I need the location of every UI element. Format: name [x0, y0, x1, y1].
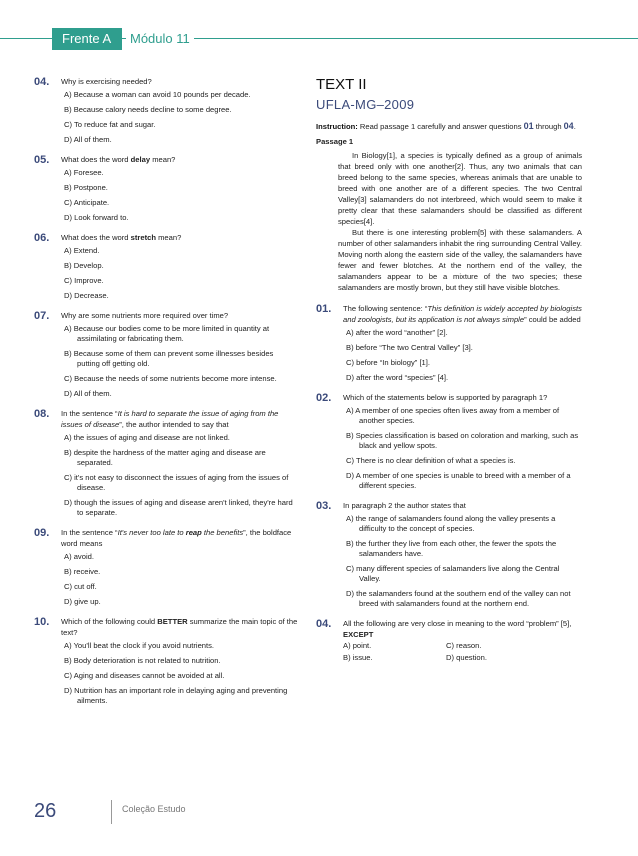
option: C) Aging and diseases cannot be avoided at all.: [64, 671, 225, 680]
option: C) Because the needs of some nutrients become more intense.: [64, 374, 277, 383]
question-number: 10.: [34, 616, 50, 628]
header-frente: Frente A: [62, 31, 112, 46]
option: B) before “The two Central Valley” [3].: [346, 343, 473, 352]
option: A) A member of one species often lives away from a member of another species.: [346, 406, 560, 425]
question-number: 06.: [34, 232, 50, 244]
option: A) Because our bodies come to be more limited in quantity at assimilating or fabricating them.: [64, 324, 270, 343]
left-column: [34, 76, 298, 715]
option: A) the range of salamanders found along the valley presents a difficulty to the concept of species.: [346, 514, 556, 533]
option: A) point.: [343, 641, 372, 650]
option: A) after the word “another” [2].: [346, 328, 448, 337]
option: A) Foresee.: [64, 168, 104, 177]
question-08: [34, 408, 298, 518]
question-stem: What does the word delay mean?: [61, 155, 176, 164]
option: B) Species classification is based on coloration and marking, such as black and yellow spots.: [346, 431, 579, 450]
option: D) Decrease.: [64, 291, 109, 300]
question-03: [316, 500, 582, 609]
question-stem: In the sentence “It's never too late to reap the benefits”, the boldface word means: [61, 528, 292, 548]
passage-label: Passage 1: [316, 137, 354, 146]
option: B) Because calory needs decline to some degree.: [64, 105, 232, 114]
option: D) Nutrition has an important role in delaying aging and preventing ailments.: [64, 686, 288, 705]
option: C) Improve.: [64, 276, 104, 285]
passage-paragraph-2: But there is one interesting problem[5] with these salamanders. A number of other salamanders inhabit the ring surrounding Central Valley. Moving north along the eastern side of the valley, the salamanders have fewer and fewer blotches. At the northern end of the valley, the salamanders appear to be a mixture of the two species; these salamanders are mostly brown, but they still have visible blotches.: [338, 228, 582, 292]
option: A) avoid.: [64, 552, 94, 561]
question-04: [34, 76, 298, 145]
option: D) A member of one species is unable to breed with a member of a different species.: [346, 471, 571, 490]
option: B) receive.: [64, 567, 101, 576]
question-09: [34, 527, 298, 607]
option: D) All of them.: [64, 389, 112, 398]
option: B) issue.: [343, 653, 373, 662]
option: D) though the issues of aging and disease aren't linked, they're hard to separate.: [64, 498, 293, 517]
option: C) reason.: [446, 641, 482, 650]
question-stem: Which of the statements below is supported by paragraph 1?: [343, 393, 548, 402]
question-stem: In the sentence “It is hard to separate the issue of aging from the issues of disease”, the author intended to say that: [61, 409, 279, 429]
question-number: 04.: [34, 76, 50, 88]
source-title: UFLA-MG–2009: [316, 97, 415, 112]
option: D) All of them.: [64, 135, 112, 144]
option: C) cut off.: [64, 582, 97, 591]
option: A) the issues of aging and disease are not linked.: [64, 433, 230, 442]
question-number: 02.: [316, 392, 332, 404]
question-number: 08.: [34, 408, 50, 420]
option: B) Because some of them can prevent some illnesses besides putting off getting old.: [64, 349, 274, 368]
collection-name: Coleção Estudo: [122, 804, 186, 814]
question-number: 09.: [34, 527, 50, 539]
question-stem: Why are some nutrients more required over time?: [61, 311, 229, 320]
option: C) many different species of salamanders live along the Central Valley.: [346, 564, 560, 583]
page-header: [0, 28, 638, 50]
option: D) after the word “species” [4].: [346, 373, 449, 382]
option: D) Look forward to.: [64, 213, 129, 222]
right-column: [316, 76, 582, 674]
option: C) To reduce fat and sugar.: [64, 120, 156, 129]
question-number: 03.: [316, 500, 332, 512]
question-number: 04.: [316, 618, 332, 630]
option: D) give up.: [64, 597, 101, 606]
question-stem: Why is exercising needed?: [61, 77, 152, 86]
question-number: 05.: [34, 154, 50, 166]
option: A) Extend.: [64, 246, 100, 255]
option: A) You'll beat the clock if you avoid nutrients.: [64, 641, 215, 650]
question-number: 07.: [34, 310, 50, 322]
option: B) Body deterioration is not related to nutrition.: [64, 656, 221, 665]
instruction: Instruction: Read passage 1 carefully and answer questions 01 through 04.: [316, 121, 576, 131]
question-stem: The following sentence: “This definition is widely accepted by biologists and zoologists, but its application is not always simple” could be added: [343, 304, 582, 324]
question-10: [34, 616, 298, 706]
option: D) the salamanders found at the southern end of the valley can not breed with salamanders found at the northern end.: [346, 589, 571, 608]
option: C) before “In biology” [1].: [346, 358, 430, 367]
option: A) Because a woman can avoid 10 pounds per decade.: [64, 90, 251, 99]
question-01: [316, 303, 582, 383]
question-stem: What does the word stretch mean?: [61, 233, 182, 242]
question-07: [34, 310, 298, 399]
option: C) it's not easy to disconnect the issues of aging from the issues of disease.: [64, 473, 289, 492]
option: D) question.: [446, 653, 487, 662]
passage: [338, 150, 582, 293]
option: B) the further they live from each other, the fewer the spots the salamanders have.: [346, 539, 557, 558]
option: C) Anticipate.: [64, 198, 110, 207]
question-02: [316, 392, 582, 491]
question-05: [34, 154, 298, 223]
page-footer: [34, 800, 594, 830]
option: B) despite the hardness of the matter aging and disease are separated.: [64, 448, 266, 467]
question-stem: Which of the following could BETTER summarize the main topic of the text?: [61, 617, 298, 637]
option: B) Postpone.: [64, 183, 108, 192]
question-04-right: [316, 618, 582, 665]
question-06: [34, 232, 298, 301]
question-stem: All the following are very close in meaning to the word “problem” [5], EXCEPT: [343, 619, 572, 639]
option: B) Develop.: [64, 261, 104, 270]
footer-divider: [111, 800, 112, 824]
question-stem: In paragraph 2 the author states that: [343, 501, 466, 510]
question-number: 01.: [316, 303, 332, 315]
option: C) There is no clear definition of what a species is.: [346, 456, 516, 465]
text-title: TEXT II: [316, 76, 367, 93]
passage-paragraph-1: In Biology[1], a species is typically defined as a group of animals that breed only with one another[2]. Thus, any two animals that can breed belong to the same species, whereas animals that are unable to breed with one another are of a different species. The two Central Valley[3] salamanders do not interbreed, which would seem to make it pretty clear that these salamanders should be classified as different species[4].: [338, 151, 582, 226]
page-number: 26: [34, 800, 57, 822]
header-modulo: Módulo 11: [126, 31, 194, 46]
